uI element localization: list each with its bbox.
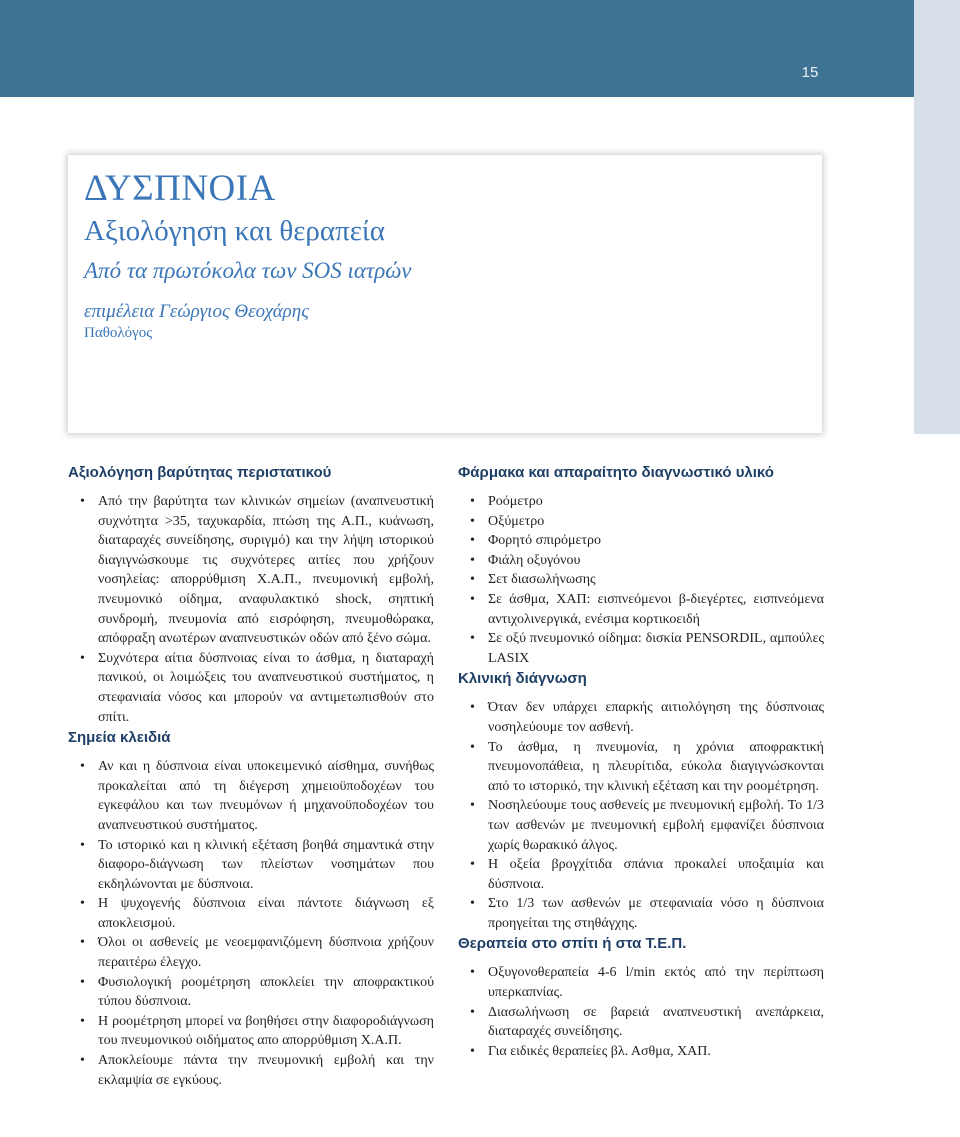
list-item: • Το άσθμα, η πνευμονία, η χρόνια αποφρακτική πνευμονοπάθεια, η πλευρίτιδα, εύκολα διαγιγνώσκονται από το ιστορικό, την κλινική εξέταση και την ροομέτρηση.	[458, 738, 824, 797]
list-item: • Σε άσθμα, ΧΑΠ: εισπνεόμενοι β-διεγέρτες, εισπνεόμενα αντιχολινεργικά, ενέσιμα κορτικοειδή	[458, 590, 824, 629]
document-subtitle: Αξιολόγηση και θεραπεία	[84, 215, 385, 247]
list-item: • Συχνότερα αίτια δύσπνοιας είναι το άσθμα, η διαταραχή πανικού, οι λοιμώξεις του αναπνευστικού συστήματος, η στεφανιαία νόσος και μπορούν να αντιμετωπισθούν στο σπίτι.	[68, 649, 434, 727]
list-item: • Διασωλήνωση σε βαρειά αναπνευστική ανεπάρκεια, διαταραχές συνείδησης.	[458, 1003, 824, 1042]
list-item: • Νοσηλεύουμε τους ασθενείς με πνευμονική εμβολή. Το 1/3 των ασθενών με πνευμονική εμβολή εμφανίζει δύσπνοια χωρίς θωρακικό άλγος.	[458, 796, 824, 855]
left-column	[68, 462, 434, 1090]
list-item: • Η οξεία βρογχίτιδα σπάνια προκαλεί υποξαιμία και δύσπνοια.	[458, 855, 824, 894]
right-column	[458, 462, 824, 1061]
page-number: 15	[801, 64, 819, 81]
list-item: • Αποκλείουμε πάντα την πνευμονική εμβολή και την εκλαμψία σε εγκύους.	[68, 1051, 434, 1090]
section-heading-severity: Αξιολόγηση βαρύτητας περιστατικού	[68, 464, 332, 481]
list-item: • Όταν δεν υπάρχει επαρκής αιτιολόγηση της δύσπνοιας νοσηλεύουμε τον ασθενή.	[458, 698, 824, 737]
title-box	[68, 155, 822, 433]
diagnosis-list	[458, 698, 824, 933]
home-therapy-list	[458, 963, 824, 1061]
section-heading-keypoints: Σημεία κλειδιά	[68, 729, 171, 747]
list-item: • Από την βαρύτητα των κλινικών σημείων (αναπνευστική συχνότητα >35, ταχυκαρδία, πτώση της Α.Π., κυάνωση, διαταραχές συνείδησης, συριγμό) και την λήψη ιστορικού διαγιγνώσκουμε τις συχνότερες αιτίες που χρήζουν νοσηλείας: απορρύθμιση Χ.Α.Π., πνευμονική εμβολή, πνευμονικό οίδημα, αναφυλακτικό shock, σηπτική συνδρομή, πνευμονία από εισρόφηση, πνευμοθώρακα, απόφραξη ανωτέρων αναπνευστικών οδών από ξένο σώμα.	[68, 492, 434, 649]
severity-list	[68, 492, 434, 727]
list-item: • Σετ διασωλήνωσης	[458, 570, 824, 590]
list-item: • Ροόμετρο	[458, 492, 824, 512]
list-item: • Φυσιολογική ροομέτρηση αποκλείει την αποφρακτικού τύπου δύσπνοια.	[68, 973, 434, 1012]
header-band	[0, 0, 914, 97]
keypoints-list	[68, 757, 434, 1090]
list-item: • Η ροομέτρηση μπορεί να βοηθήσει στην διαφοροδιάγνωση του πνευμονικού οιδήματος απο απορρύθμιση Χ.Α.Π.	[68, 1012, 434, 1051]
section-heading-diagnosis: Κλινική διάγνωση	[458, 670, 587, 688]
equipment-list	[458, 492, 824, 668]
document-title: ΔΥΣΠΝΟΙΑ	[84, 168, 276, 209]
editor-line: επιμέλεια Γεώργιος Θεοχάρης	[84, 301, 309, 322]
list-item: • Στο 1/3 των ασθενών με στεφανιαία νόσο η δύσπνοια προηγείται της στηθάγχης.	[458, 894, 824, 933]
section-heading-home-therapy: Θεραπεία στο σπίτι ή στα Τ.Ε.Π.	[458, 935, 687, 953]
list-item: • Φορητό σπιρόμετρο	[458, 531, 824, 551]
editor-role: Παθολόγος	[84, 325, 153, 341]
list-item: • Όλοι οι ασθενείς με νεοεμφανιζόμενη δύσπνοια χρήζουν περαιτέρω έλεγχο.	[68, 933, 434, 972]
side-tab	[914, 0, 960, 434]
list-item: • Σε οξύ πνευμονικό οίδημα: δισκία PENSORDIL, αμπούλες LASIX	[458, 629, 824, 668]
list-item: • Αν και η δύσπνοια είναι υποκειμενικό αίσθημα, συνήθως προκαλείται από τη διέγερση χημειοϋποδοχέων του εγκεφάλου και των πνευμόνων ή μηχανοϋποδοχέων του αναπνευστικού συστήματος.	[68, 757, 434, 835]
list-item: • Οξυγονοθεραπεία 4-6 l/min εκτός από την περίπτωση υπερκαπνίας.	[458, 963, 824, 1002]
list-item: • Η ψυχογενής δύσπνοια είναι πάντοτε διάγνωση εξ αποκλεισμού.	[68, 894, 434, 933]
list-item: • Για ειδικές θεραπείες βλ. Ασθμα, ΧΑΠ.	[458, 1042, 824, 1062]
section-heading-equipment: Φάρμακα και απαραίτητο διαγνωστικό υλικό	[458, 464, 774, 481]
list-item: • Φιάλη οξυγόνου	[458, 551, 824, 571]
protocol-line: Από τα πρωτόκολα των SOS ιατρών	[84, 258, 412, 283]
list-item: • Το ιστορικό και η κλινική εξέταση βοηθά σημαντικά στην διαφορο-διάγνωση των πλείστων νοσημάτων που εκδηλώνονται με δύσπνοια.	[68, 836, 434, 895]
list-item: • Οξύμετρο	[458, 512, 824, 532]
